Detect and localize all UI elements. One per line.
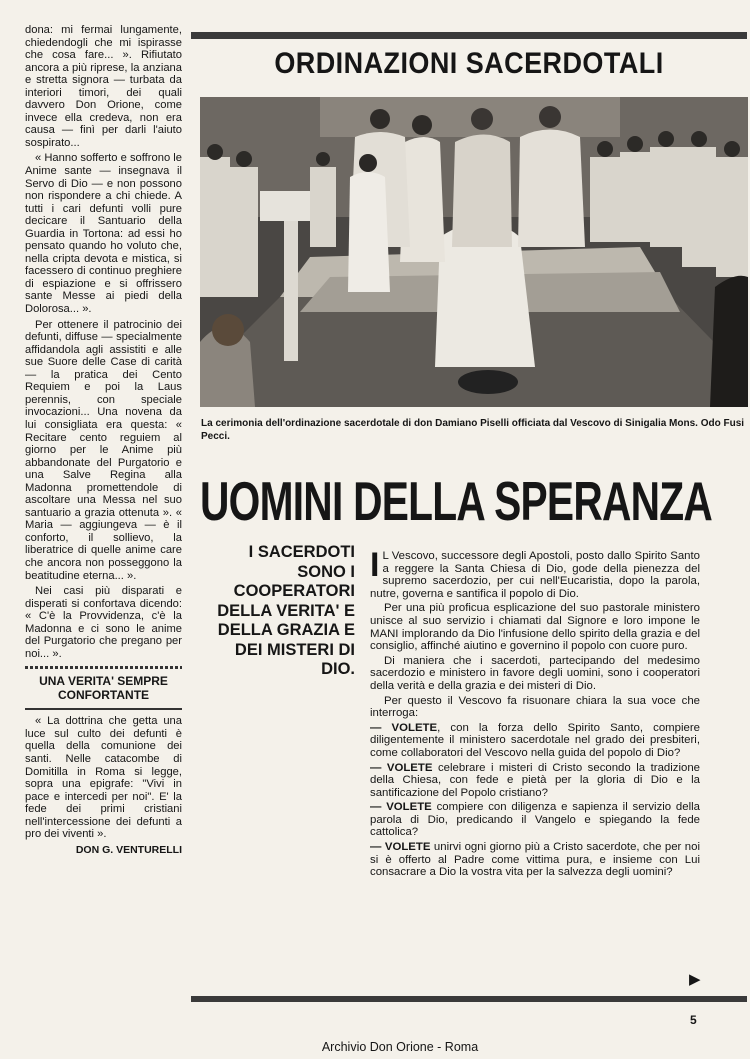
left-paragraph-1: dona: mi fermai lungamente, chiedendogli che mi ispirasse che cosa fare... ». Rifiutato ancora a più riprese, la anziana e stretta signora — turbata da interiori timori, dei quali davvero Don Orione, come invece ella credeva, non era causa — finì per darli l'aiuto sospirato... xyxy=(25,24,182,149)
question-2: — VOLETE celebrare i misteri di Cristo secondo la tradizione della Chiesa, con fede e pietà per la gloria di Dio e la santificazione del Popolo cristiano? xyxy=(370,761,700,799)
top-rule-bar xyxy=(191,32,747,39)
left-column xyxy=(25,24,182,856)
question-3: — VOLETE compiere con diligenza e sapienza il servizio della parola di Dio, predicando il Vangelo e spiegando la fede cattolica? xyxy=(370,801,700,839)
left-paragraph-4: Nei casi più disparati e disperati si confortava dicendo: « C'è la Provvidenza, c'è la Madonna e ci sono le anime del Purgatorio che pregano per noi... ». xyxy=(25,585,182,660)
left-paragraph-2: « Hanno sofferto e soffrono le Anime sante — insegnava il Servo di Dio — e non possono non rispondere a chi chiede. A tutti i cari defunti volli pure decicare il Santuario della Guardia in Tortona: ad essi ho pensato quando ho voluto che, nella cripta devota e mistica, si facessero di continuo preghiere di espiazione e si offrissero sante Messe ai piedi della Dolorosa... ». xyxy=(25,152,182,316)
article-deck: I SACERDOTI SONO I COOPERATORI DELLA VERITA' E DELLA GRAZIA E DEI MISTERI DI DIO. xyxy=(217,543,355,678)
body-paragraph-1: I L Vescovo, successore degli Apostoli, posto dallo Spirito Santo a reggere la Santa Chiesa di Dio, gode della pienezza del supremo sacerdozio, per cui nell'Eucaristia, dopo la parola, nutre, governa e santifica il popolo di Dio. xyxy=(370,546,700,600)
ceremony-photo xyxy=(200,97,748,407)
question-4: — VOLETE unirvi ogni giorno più a Cristo sacerdote, che per noi si è offerto al Padre come vittima pura, e insieme con Lui consacrare a Dio la vostra vita per la salvezza degli uomini? xyxy=(370,841,701,879)
page-number: 5 xyxy=(690,1013,697,1027)
bottom-rule-bar xyxy=(191,996,747,1002)
article-body xyxy=(370,546,701,881)
author-signature: DON G. VENTURELLI xyxy=(75,843,182,856)
article-headline: UOMINI DELLA SPERANZA xyxy=(200,470,713,532)
left-subheading-rule xyxy=(25,708,182,710)
section-headline: ORDINAZIONI SACERDOTALI xyxy=(274,47,664,80)
body-paragraph-4: Per questo il Vescovo fa risuonare chiara la sua voce che interroga: xyxy=(370,694,700,720)
left-paragraph-3: Per ottenere il patrocinio dei defunti, diffuse — specialmente affidandola agli assistiti e alle sue Suore delle Case di carità — la pratica dei Cento Requiem e poi la Laus perennis, con speciale invocazioni... Una novena da lui consigliata era questa: « Recitare cento reguiem al giorno per le Anime più abbandonate del Purgatorio e una Salve Regina alla Madonna promettendole di ascoltare una Messa nel suo santuario a grazia ottenuta ». « Maria — aggiungeva — è il conforto, il sollievo, la liberatrice di quelle anime care che ancora non posseggono la beatitudine eterna... ». xyxy=(25,318,182,582)
photo-caption: La cerimonia dell'ordinazione sacerdotale di don Damiano Piselli officiata dal Vescovo di Sinigalia Mons. Odo Fusi Pecci. xyxy=(201,418,745,442)
drop-cap: I xyxy=(370,546,380,584)
archive-credit: Archivio Don Orione - Roma xyxy=(321,1040,479,1054)
left-divider xyxy=(25,666,182,669)
continue-arrow-icon: ▶ xyxy=(689,971,701,988)
left-subheading: UNA VERITA' SEMPRE CONFORTANTE xyxy=(39,674,168,702)
body-paragraph-2: Per una più proficua esplicazione del suo pastorale ministero unisce al suo servizio i chiamati dal Signore e loro impone le MANI implorando da Dio l'infusione dello spirito della grazia e del consiglio, affinché aiutino e governino il popolo con cuore puro. xyxy=(370,602,700,653)
question-1: — VOLETE, con la forza dello Spirito Santo, compiere diligentemente il ministero sacerdotale nel grado dei presbiteri, come collaboratori del Vescovo nella guida del popolo di Dio? xyxy=(370,721,700,759)
body-paragraph-3: Di maniera che i sacerdoti, partecipando del medesimo sacerdozio e ministero in favore degli uomini, sono i cooperatori della verità e della grazia e dei misteri di Dio. xyxy=(370,654,700,692)
left-paragraph-5: « La dottrina che getta una luce sul culto dei defunti è quella della comunione dei santi. Nelle catacombe di Domitilla in Roma si legge, sopra una epigrafe: "Vivi in pace e intercedi per noi". E' la fede dei primi cristiani nell'intercessione dei defunti a pro dei viventi ». xyxy=(25,715,182,841)
